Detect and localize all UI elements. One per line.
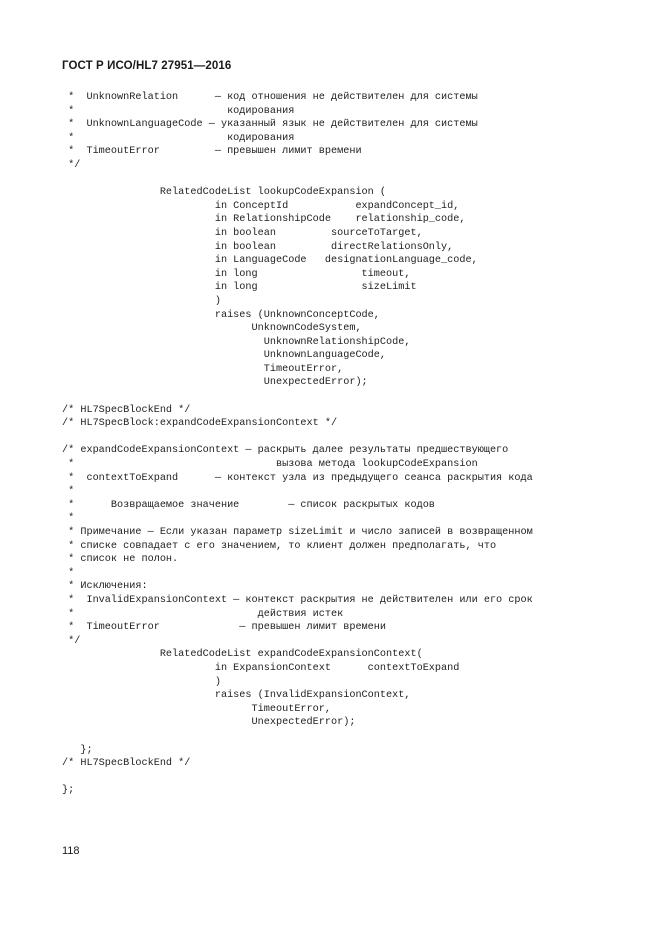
code-line: * InvalidExpansionContext — контекст раскрытия не действителен или его срок: [62, 594, 533, 606]
code-line: [62, 431, 533, 445]
code-line: in long sizeLimit: [62, 282, 417, 294]
code-line: * contextToExpand — контекст узла из предыдущего сеанса раскрытия кода: [62, 472, 533, 484]
code-line: ): [62, 295, 221, 307]
code-line: RelatedCodeList expandCodeExpansionContext(: [62, 649, 423, 661]
code-line: * кодирования: [62, 105, 295, 117]
code-line: raises (InvalidExpansionContext,: [62, 690, 411, 702]
code-line: in RelationshipCode relationship_code,: [62, 214, 466, 226]
code-line: */: [62, 159, 81, 171]
code-line: [62, 390, 533, 404]
code-line: /* HL7SpecBlockEnd */: [62, 404, 191, 416]
code-line: TimeoutError,: [62, 363, 344, 375]
code-line: * Исключения:: [62, 581, 148, 593]
code-line: * Возвращаемое значение — список раскрытых кодов: [62, 499, 435, 511]
code-line: raises (UnknownConceptCode,: [62, 309, 380, 321]
code-line: /* HL7SpecBlockEnd */: [62, 758, 191, 770]
code-line: * списке совпадает с его значением, то клиент должен предполагать, что: [62, 540, 497, 552]
code-line: UnexpectedError);: [62, 717, 356, 729]
code-line: *: [62, 513, 75, 525]
code-line: * кодирования: [62, 132, 295, 144]
code-line: *: [62, 486, 75, 498]
code-line: };: [62, 744, 93, 756]
code-line: };: [62, 785, 75, 797]
code-line: * действия истек: [62, 608, 344, 620]
code-line: [62, 771, 533, 785]
code-line: in ExpansionContext contextToExpand: [62, 662, 460, 674]
code-line: */: [62, 635, 81, 647]
code-line: * TimeoutError — превышен лимит времени: [62, 622, 387, 634]
code-line: [62, 173, 533, 187]
page-number: 118: [62, 845, 80, 857]
code-line: * Примечание — Если указан параметр sizeLimit и число записей в возвращенном: [62, 527, 533, 538]
code-line: * UnknownLanguageCode — указанный язык не действителен для системы: [62, 119, 478, 131]
code-line: TimeoutError,: [62, 703, 331, 715]
code-line: in LanguageCode designationLanguage_code,: [62, 255, 478, 267]
code-line: /* expandCodeExpansionContext — раскрыть далее результаты предшествующего: [62, 445, 509, 457]
code-line: UnknownCodeSystem,: [62, 323, 362, 335]
code-line: *: [62, 567, 75, 579]
code-line: in ConceptId expandConcept_id,: [62, 200, 460, 212]
code-line: ): [62, 676, 221, 688]
code-line: [62, 730, 533, 744]
code-line: UnknownRelationshipCode,: [62, 336, 411, 348]
code-line: in long timeout,: [62, 268, 411, 280]
document-header: ГОСТ Р ИСО/HL7 27951—2016: [62, 60, 232, 72]
code-line: RelatedCodeList lookupCodeExpansion (: [62, 187, 387, 199]
code-line: in boolean directRelationsOnly,: [62, 241, 454, 253]
code-line: * вызова метода lookupCodeExpansion: [62, 459, 478, 471]
code-line: in boolean sourceToTarget,: [62, 227, 423, 239]
code-line: * UnknownRelation — код отношения не действителен для системы: [62, 92, 478, 103]
code-line: * TimeoutError — превышен лимит времени: [62, 146, 362, 158]
code-line: /* HL7SpecBlock:expandCodeExpansionContext */: [62, 418, 338, 430]
code-line: UnexpectedError);: [62, 377, 368, 389]
code-line: * список не полон.: [62, 554, 179, 566]
code-listing: [62, 91, 533, 798]
code-line: UnknownLanguageCode,: [62, 350, 387, 362]
